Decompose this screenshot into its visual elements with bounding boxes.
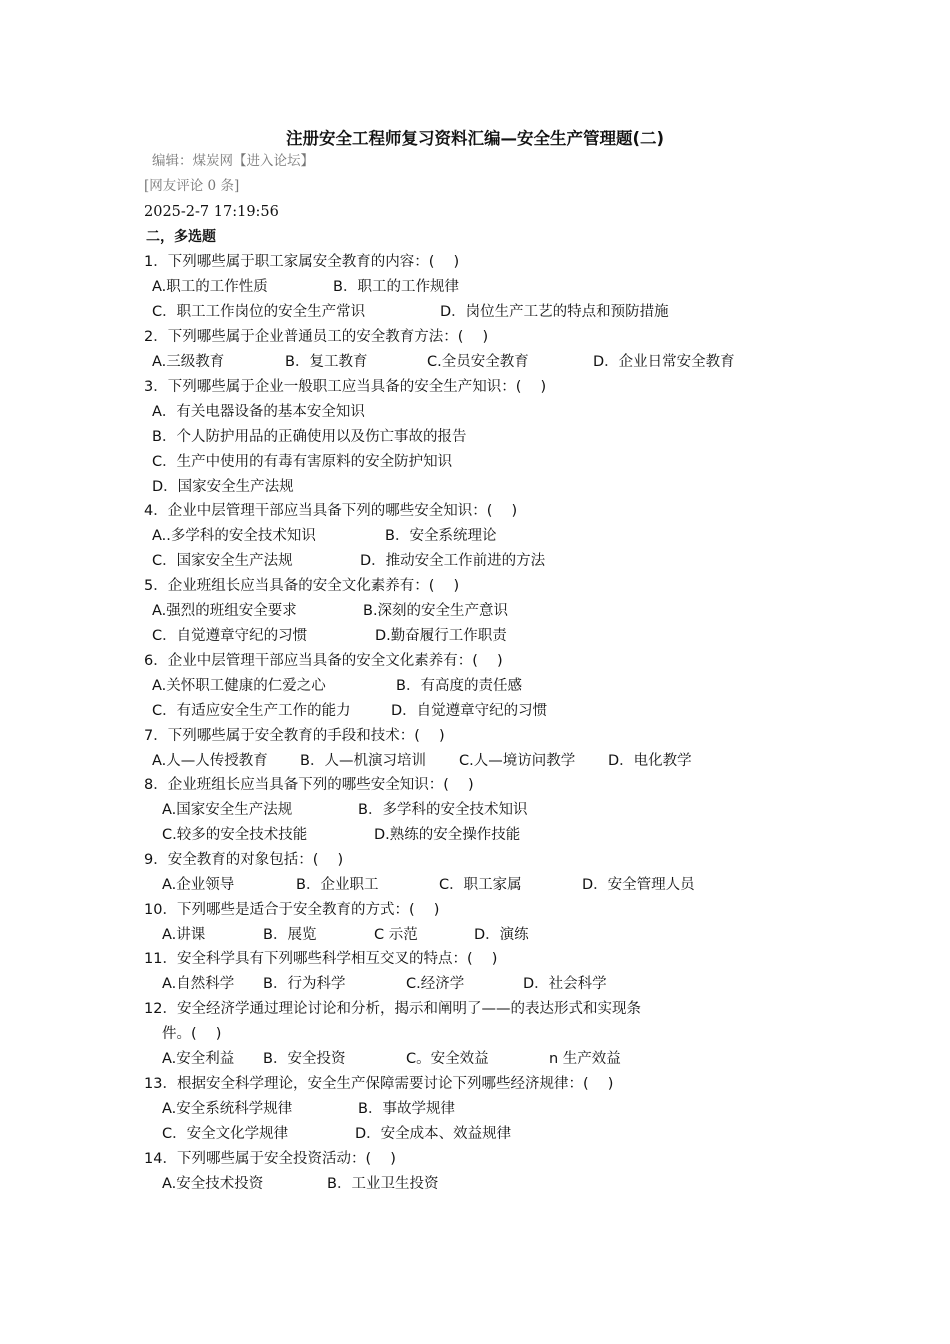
option-1b: B．职工的工作规律 xyxy=(333,279,459,295)
option-2d: D．企业日常安全教育 xyxy=(593,354,735,370)
editor-line: 编辑：煤炭网【进入论坛】 xyxy=(152,153,314,169)
option-8c: C.较多的安全技术技能 xyxy=(162,827,308,843)
comments-link[interactable]: [网友评论 0 条] xyxy=(144,178,240,194)
question-1: 1．下列哪些属于职工家属安全教育的内容：( ) xyxy=(144,254,460,270)
option-7b: B．人—机演习培训 xyxy=(300,753,426,769)
option-10b: B．展览 xyxy=(263,927,317,943)
option-13b: B．事故学规律 xyxy=(358,1101,455,1117)
question-9: 9．安全教育的对象包括：( ) xyxy=(144,852,344,868)
option-1c: C．职工工作岗位的安全生产常识 xyxy=(152,304,366,320)
question-13: 13．根据安全科学理论，安全生产保障需要讨论下列哪些经济规律：( ) xyxy=(144,1076,614,1092)
option-2a: A.三级教育 xyxy=(152,354,225,370)
question-10: 10．下列哪些是适合于安全教育的方式：( ) xyxy=(144,902,440,918)
option-11d: D．社会科学 xyxy=(523,976,607,992)
option-4c: C．国家安全生产法规 xyxy=(152,553,293,569)
question-5: 5．企业班组长应当具备的安全文化素养有：( ) xyxy=(144,578,460,594)
option-3a: A．有关电器设备的基本安全知识 xyxy=(152,404,365,420)
option-7a: A.人—人传授教育 xyxy=(152,753,268,769)
question-12-continued: 件。( ) xyxy=(162,1026,222,1042)
option-8a: A.国家安全生产法规 xyxy=(162,802,293,818)
option-12a: A.安全利益 xyxy=(162,1051,235,1067)
option-12b: B．安全投资 xyxy=(263,1051,346,1067)
option-9a: A.企业领导 xyxy=(162,877,235,893)
option-5a: A.强烈的班组安全要求 xyxy=(152,603,297,619)
option-7d: D．电化教学 xyxy=(608,753,692,769)
option-5c: C．自觉遵章守纪的习惯 xyxy=(152,628,308,644)
option-6b: B．有高度的责任感 xyxy=(396,678,522,694)
question-2: 2．下列哪些属于企业普通员工的安全教育方法：( ) xyxy=(144,329,489,345)
option-12d: n 生产效益 xyxy=(549,1051,621,1067)
option-4b: B．安全系统理论 xyxy=(385,528,497,544)
question-6: 6．企业中层管理干部应当具备的安全文化素养有：( ) xyxy=(144,653,503,669)
option-2c: C.全员安全教育 xyxy=(427,354,529,370)
option-13d: D．安全成本、效益规律 xyxy=(355,1126,512,1142)
question-8: 8．企业班组长应当具备下列的哪些安全知识：( ) xyxy=(144,777,474,793)
option-14b: B．工业卫生投资 xyxy=(327,1176,439,1192)
option-3c: C．生产中使用的有毒有害原料的安全防护知识 xyxy=(152,454,453,470)
option-5b: B.深刻的安全生产意识 xyxy=(363,603,509,619)
question-3: 3．下列哪些属于企业一般职工应当具备的安全生产知识：( ) xyxy=(144,379,547,395)
option-11c: C.经济学 xyxy=(406,976,465,992)
option-8b: B．多学科的安全技术知识 xyxy=(358,802,528,818)
option-1d: D．岗位生产工艺的特点和预防措施 xyxy=(440,304,669,320)
option-6a: A.关怀职工健康的仁爱之心 xyxy=(152,678,326,694)
option-10c: C 示范 xyxy=(374,927,418,943)
option-9d: D．安全管理人员 xyxy=(582,877,695,893)
option-11b: B．行为科学 xyxy=(263,976,346,992)
option-1a: A.职工的工作性质 xyxy=(152,279,268,295)
option-11a: A.自然科学 xyxy=(162,976,235,992)
publish-date: 2025-2-7 17:19:56 xyxy=(144,204,279,220)
option-13c: C．安全文化学规律 xyxy=(162,1126,289,1142)
question-4: 4．企业中层管理干部应当具备下列的哪些安全知识：( ) xyxy=(144,503,518,519)
section-heading: 二，多选题 xyxy=(146,229,216,245)
option-4d: D．推动安全工作前进的方法 xyxy=(360,553,546,569)
option-10d: D．演练 xyxy=(474,927,529,943)
option-6d: D．自觉遵章守纪的习惯 xyxy=(391,703,548,719)
option-7c: C.人—境访问教学 xyxy=(459,753,576,769)
option-9c: C．职工家属 xyxy=(439,877,522,893)
question-11: 11．安全科学具有下列哪些科学相互交叉的特点：( ) xyxy=(144,951,498,967)
option-12c: C。安全效益 xyxy=(406,1051,489,1067)
question-12: 12．安全经济学通过理论讨论和分析，揭示和阐明了——的表达形式和实现条 xyxy=(144,1001,641,1017)
option-3d: D．国家安全生产法规 xyxy=(152,479,294,495)
document-title: 注册安全工程师复习资料汇编—安全生产管理题(二) xyxy=(285,129,665,148)
option-6c: C．有适应安全生产工作的能力 xyxy=(152,703,351,719)
option-5d: D.勤奋履行工作职责 xyxy=(375,628,507,644)
question-14: 14．下列哪些属于安全投资活动：( ) xyxy=(144,1151,396,1167)
option-14a: A.安全技术投资 xyxy=(162,1176,264,1192)
option-2b: B．复工教育 xyxy=(285,354,368,370)
option-3b: B．个人防护用品的正确使用以及伤亡事故的报告 xyxy=(152,429,467,445)
option-10a: A.讲课 xyxy=(162,927,206,943)
question-7: 7．下列哪些属于安全教育的手段和技术：( ) xyxy=(144,728,445,744)
option-4a: A..多学科的安全技术知识 xyxy=(152,528,316,544)
option-13a: A.安全系统科学规律 xyxy=(162,1101,293,1117)
option-8d: D.熟练的安全操作技能 xyxy=(374,827,521,843)
option-9b: B．企业职工 xyxy=(296,877,379,893)
